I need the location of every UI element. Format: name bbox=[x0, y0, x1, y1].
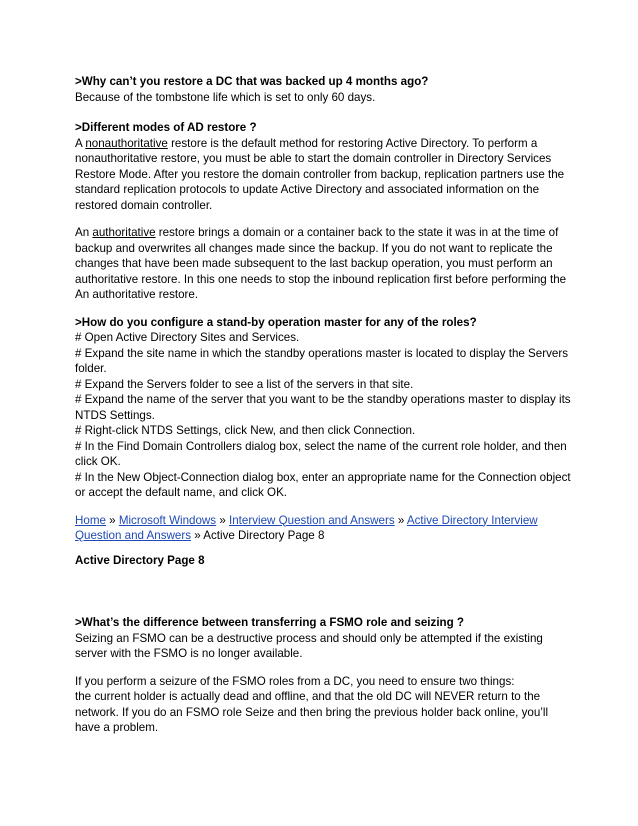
authoritative-prefix: An bbox=[75, 226, 93, 239]
document-page bbox=[75, 74, 575, 736]
step-item: # Open Active Directory Sites and Services. bbox=[75, 331, 300, 344]
breadcrumb-current: » Active Directory Page 8 bbox=[191, 529, 325, 542]
answer-fsmo-seize: Seizing an FSMO can be a destructive process and should only be attempted if the existing server with the FSMO is no longer available. bbox=[75, 631, 543, 660]
steps-list bbox=[75, 330, 575, 501]
breadcrumb-microsoft-windows-link[interactable]: Microsoft Windows bbox=[118, 513, 217, 527]
question-tombstone: >Why can’t you restore a DC that was backed up 4 months ago? bbox=[75, 75, 429, 88]
question-standby-master: >How do you configure a stand-by operation master for any of the roles? bbox=[75, 315, 477, 329]
step-item: # Expand the name of the server that you want to be the standby operations master to display its NTDS Settings. bbox=[75, 393, 571, 422]
breadcrumb-interview-qa-link[interactable]: Interview Question and Answers bbox=[229, 513, 395, 527]
breadcrumb-separator: » bbox=[216, 513, 229, 527]
breadcrumb-separator: » bbox=[105, 513, 119, 527]
breadcrumb-separator: » bbox=[394, 513, 407, 527]
authoritative-term[interactable]: authoritative bbox=[92, 226, 156, 239]
paragraph-fsmo-seizure bbox=[75, 674, 575, 736]
step-item: # In the Find Domain Controllers dialog box, select the name of the current role holder, and then click OK. bbox=[75, 439, 567, 468]
fsmo-seizure-line1: If you perform a seizure of the FSMO roles from a DC, you need to ensure two things: bbox=[75, 674, 515, 688]
paragraph-authoritative bbox=[75, 225, 575, 303]
nonauthoritative-text: restore is the default method for restoring Active Directory. To perform a nonauthoritative restore, you must be able to start the domain controller in Directory Services Restore Mode. After you restore the domain controller from backup, replication partners use the standard replication protocols to update Active Directory and associated information on the restored domain controller. bbox=[75, 136, 565, 212]
paragraph-nonauthoritative bbox=[75, 136, 575, 214]
nonauthoritative-term[interactable]: nonauthoritative bbox=[85, 136, 168, 150]
step-item: # Expand the Servers folder to see a list of the servers in that site. bbox=[75, 377, 414, 391]
authoritative-text: restore brings a domain or a container back to the state it was in at the time of backup and overwrites all changes made since the backup. If you do not want to replicate the changes that have been made subsequent to the last backup operation, you must perform an authoritative restore. In this one needs to stop the inbound replication first before performing the An authoritative restore. bbox=[75, 226, 567, 301]
breadcrumb-ad-interview-qa-link[interactable]: Active Directory Interview Question and Answers bbox=[75, 513, 538, 542]
question-restore-modes: >Different modes of AD restore ? bbox=[75, 121, 257, 134]
answer-tombstone: Because of the tombstone life which is set to only 60 days. bbox=[75, 90, 376, 104]
fsmo-seizure-line2: the current holder is actually dead and offline, and that the old DC will NEVER return to the network. If you do an FSMO role Seize and then bring the previous holder back online, you’ll have a problem. bbox=[75, 690, 549, 734]
page-heading: Active Directory Page 8 bbox=[75, 553, 205, 567]
breadcrumb-home-link[interactable]: Home bbox=[75, 513, 106, 527]
nonauthoritative-prefix: A bbox=[75, 136, 86, 150]
step-item: # In the New Object-Connection dialog box, enter an appropriate name for the Connection object or accept the default name, and click OK. bbox=[75, 470, 571, 499]
step-item: # Expand the site name in which the standby operations master is located to display the Servers folder. bbox=[75, 346, 569, 375]
question-fsmo-transfer-vs-seize: >What’s the difference between transferring a FSMO role and seizing ? bbox=[75, 616, 465, 629]
breadcrumb bbox=[75, 513, 575, 544]
step-item: # Right-click NTDS Settings, click New, and then click Connection. bbox=[75, 424, 416, 437]
